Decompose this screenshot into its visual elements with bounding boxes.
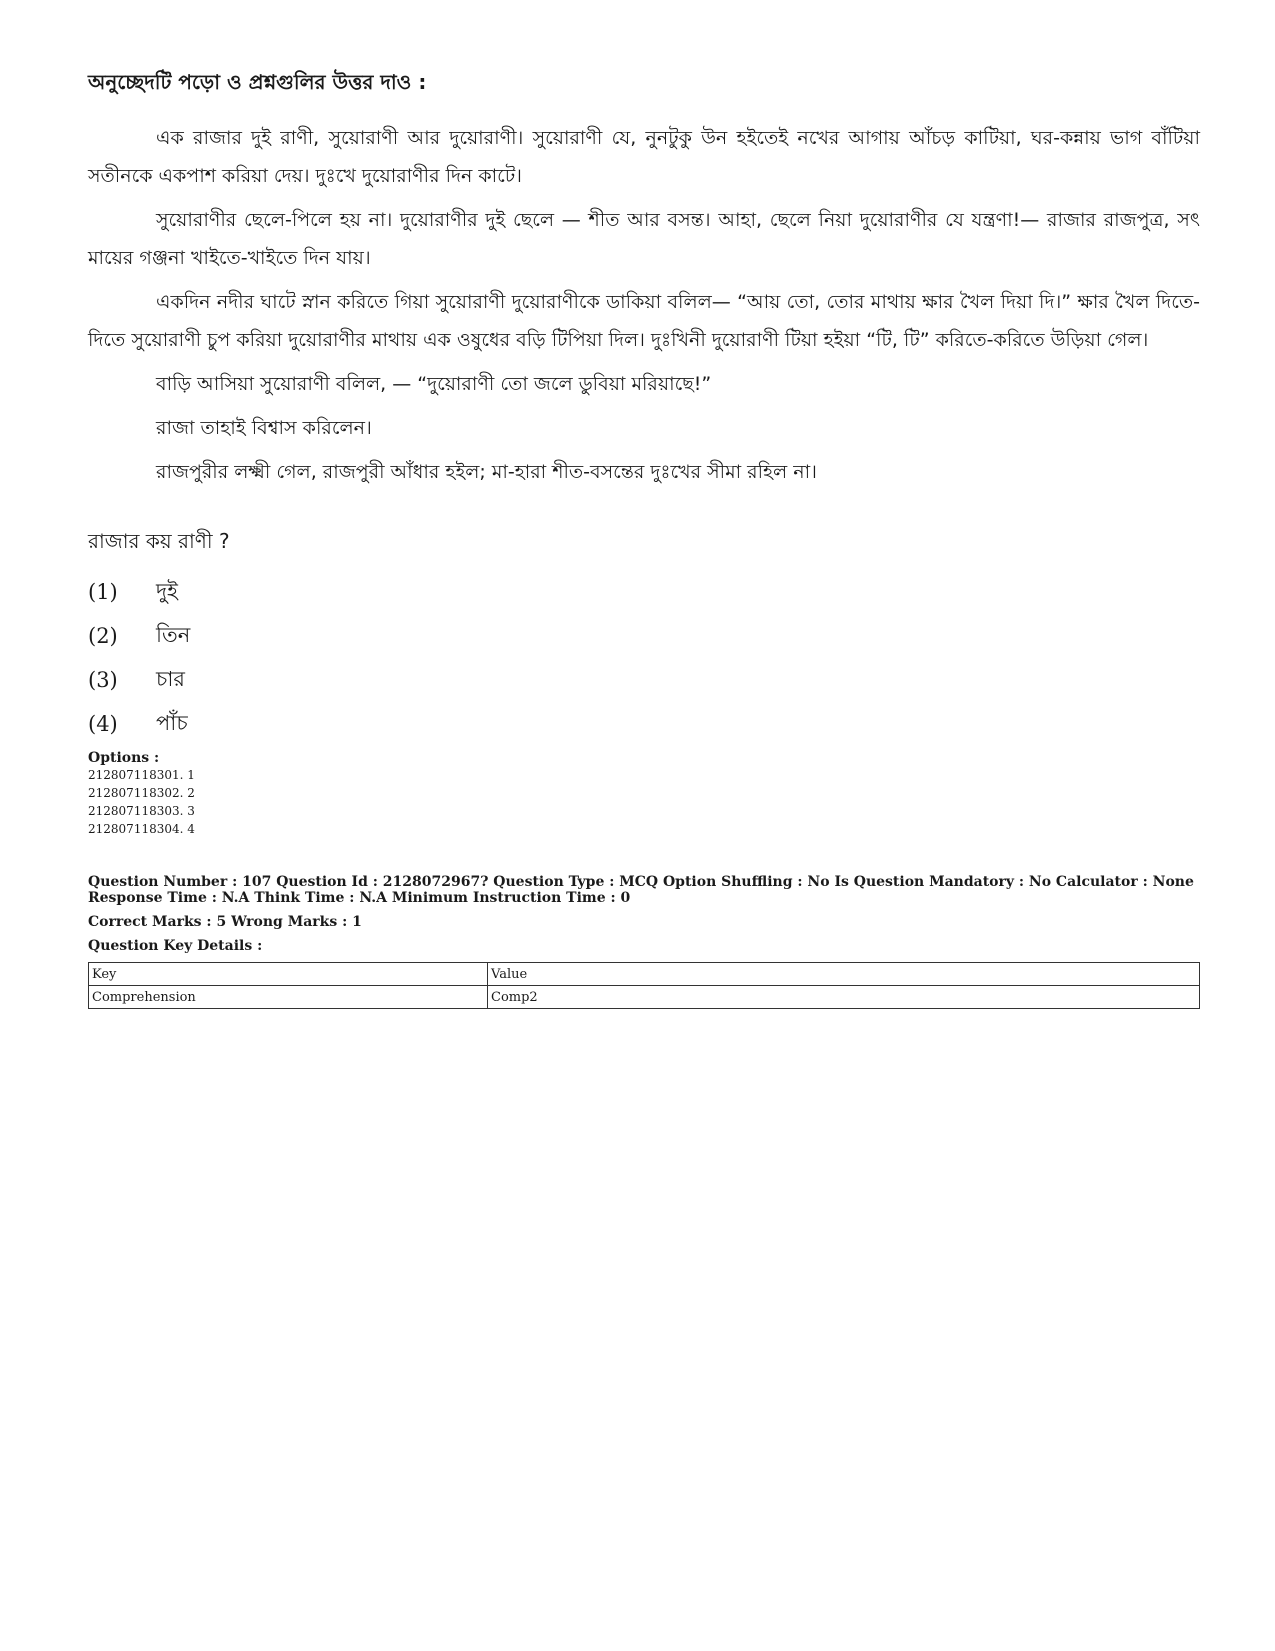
table-cell: Comprehension — [89, 986, 488, 1009]
answer-option — [88, 658, 1200, 702]
passage-heading: অনুচ্ছেদটি পড়ো ও প্রশ্নগুলির উত্তর দাও : — [88, 70, 427, 94]
option-text: চার — [156, 666, 185, 691]
passage-paragraph: রাজা তাহাই বিশ্বাস করিলেন। — [156, 417, 372, 439]
table-cell: Comp2 — [488, 986, 1200, 1009]
answer-option — [88, 570, 1200, 614]
option-text: পাঁচ — [156, 710, 188, 735]
option-number: (2) — [88, 624, 118, 648]
passage-paragraph: বাড়ি আসিয়া সুয়োরাণী বলিল, — “দুয়োরাণী তো জলে ডুবিয়া মরিয়াছে!” — [156, 373, 712, 395]
passage-paragraph: রাজপুরীর লক্ষ্মী গেল, রাজপুরী আঁধার হইল; মা-হারা শীত-বসন্তের দুঃখের সীমা রহিল না। — [156, 461, 817, 483]
table-header-cell: Key — [89, 963, 488, 986]
option-number: (1) — [88, 580, 118, 604]
key-details-label: Question Key Details : — [88, 938, 263, 954]
option-id: 212807118303. 3 — [88, 804, 195, 818]
answer-option — [88, 614, 1200, 658]
options-label: Options : — [88, 750, 160, 766]
option-text: দুই — [156, 578, 178, 603]
option-number: (4) — [88, 712, 118, 736]
option-id: 212807118302. 2 — [88, 786, 195, 800]
question-metadata — [88, 874, 1200, 906]
key-details-table — [88, 962, 1200, 1009]
table-row — [89, 986, 1200, 1009]
option-text: তিন — [156, 622, 191, 647]
passage-paragraph: একদিন নদীর ঘাটে স্নান করিতে গিয়া সুয়োরাণী দুয়োরাণীকে ডাকিয়া বলিল— “আয় তো, তোর মাথায় ক্ষার খৈল দিয়া দি।” ক্ষার খৈল দিতে-দিতে সুয়োরাণী চুপ করিয়া দুয়োরাণীর মাথায় এক ওষুধের বড়ি টিপিয়া দিল। দুঃখিনী দুয়োরাণী টিয়া হইয়া “টি, টি” করিতে-করিতে উড়িয়া গেল। — [88, 291, 1200, 351]
document-page — [88, 68, 1200, 1009]
passage-paragraph: এক রাজার দুই রাণী, সুয়োরাণী আর দুয়োরাণী। সুয়োরাণী যে, নুনটুকু উন হইতেই নখের আগায় আঁচড় কাটিয়া, ঘর-কন্নায় ভাগ বাঁটিয়া সতীনকে একপাশ করিয়া দেয়। দুঃখে দুয়োরাণীর দিন কাটে। — [88, 127, 1200, 187]
metadata-line: Question Number : 107 Question Id : 2128072967? Question Type : MCQ Option Shuffling : No Is Question Mandatory : No Calculator : None — [88, 874, 1194, 890]
metadata-line: Response Time : N.A Think Time : N.A Minimum Instruction Time : 0 — [88, 890, 631, 906]
table-header-cell: Value — [488, 963, 1200, 986]
answer-option — [88, 702, 1200, 746]
marks-line: Correct Marks : 5 Wrong Marks : 1 — [88, 914, 362, 930]
option-number: (3) — [88, 668, 118, 692]
passage-paragraph: সুয়োরাণীর ছেলে-পিলে হয় না। দুয়োরাণীর দুই ছেলে — শীত আর বসন্ত। আহা, ছেলে নিয়া দুয়োরাণীর যে যন্ত্রণা!— রাজার রাজপুত্র, সৎ মায়ের গঞ্জনা খাইতে-খাইতে দিন যায়। — [88, 209, 1200, 269]
question-text: রাজার কয় রাণী ? — [88, 529, 230, 553]
option-id: 212807118304. 4 — [88, 822, 195, 836]
option-id: 212807118301. 1 — [88, 768, 195, 782]
table-header-row — [89, 963, 1200, 986]
